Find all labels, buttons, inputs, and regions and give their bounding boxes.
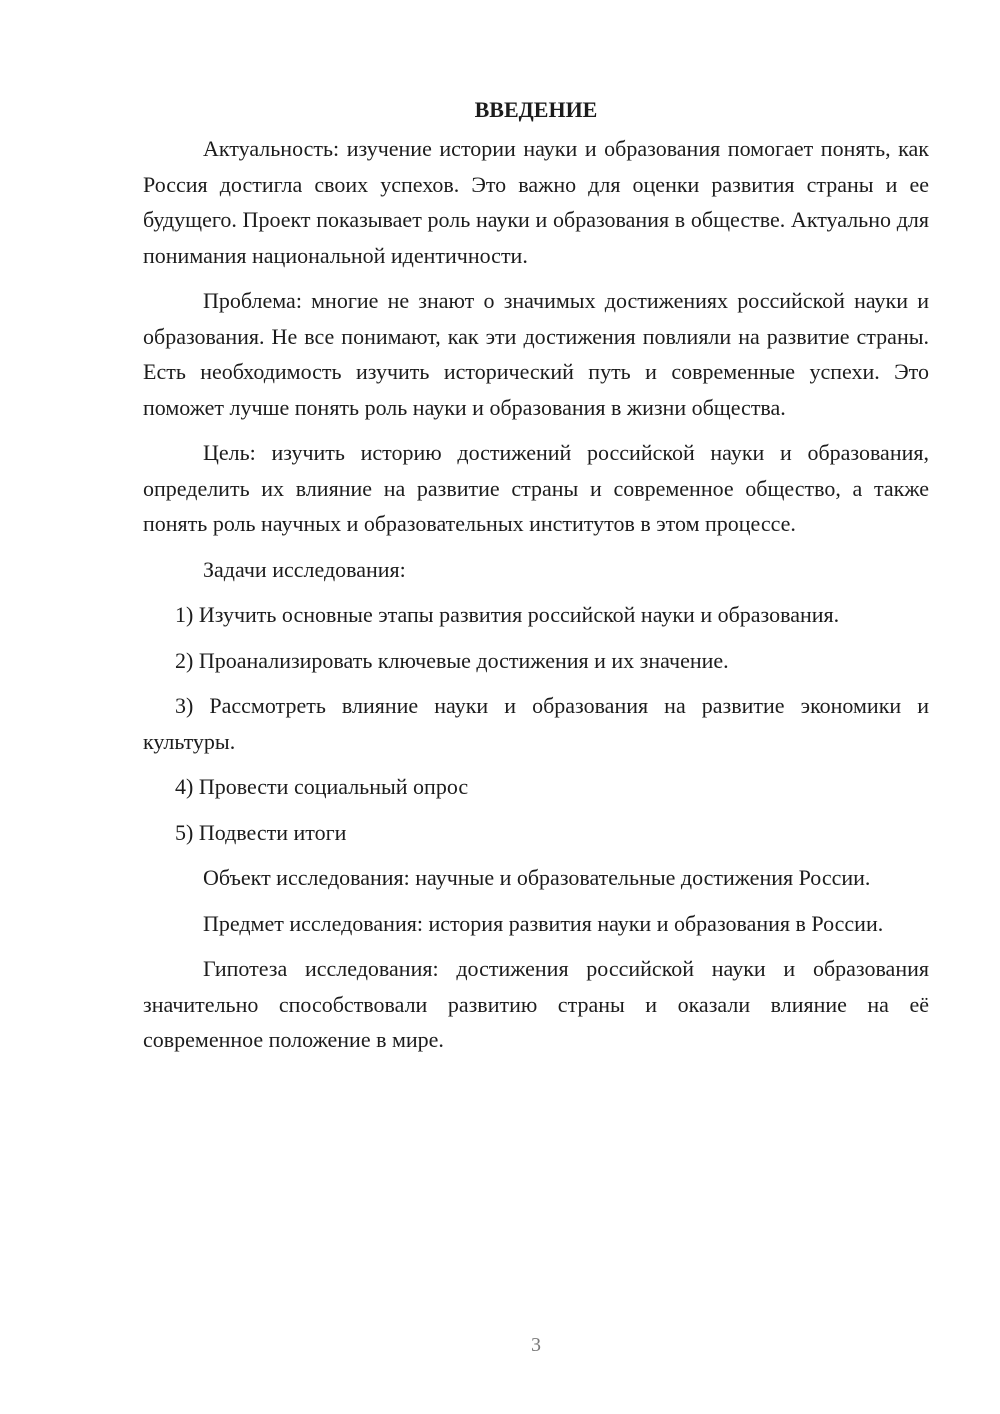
task-item: 3) Рассмотреть влияние науки и образования на развитие экономики и культуры. xyxy=(143,693,929,754)
page-title: ВВЕДЕНИЕ xyxy=(474,97,598,122)
tasks-list xyxy=(143,597,929,850)
document-page xyxy=(143,92,929,1068)
relevance-paragraph: Актуальность: изучение истории науки и образования помогает понять, как Россия достигла своих успехов. Это важно для оценки развития страны и ее будущего. Проект показывает роль науки и образования в обществе. Актуально для понимания национальной идентичности. xyxy=(143,136,929,268)
problem-paragraph: Проблема: многие не знают о значимых достижениях российской науки и образования. Не все понимают, как эти достижения повлияли на развитие страны. Есть необходимость изучить исторический путь и современные успехи. Это поможет лучше понять роль науки и образования в жизни общества. xyxy=(143,288,929,420)
task-item: 2) Проанализировать ключевые достижения и их значение. xyxy=(175,647,729,673)
page-number: 3 xyxy=(531,1334,541,1356)
task-item: 4) Провести социальный опрос xyxy=(175,774,469,799)
subject-paragraph: Предмет исследования: история развития науки и образования в России. xyxy=(203,910,884,936)
goal-paragraph: Цель: изучить историю достижений российской науки и образования, определить их влияние на развитие страны и современное общество, а также понять роль научных и образовательных институтов в этом процессе. xyxy=(143,440,929,536)
task-item: 1) Изучить основные этапы развития российской науки и образования. xyxy=(175,602,840,627)
tasks-heading: Задачи исследования: xyxy=(203,556,406,582)
object-paragraph: Объект исследования: научные и образовательные достижения России. xyxy=(203,865,871,890)
task-item: 5) Подвести итоги xyxy=(175,819,347,845)
hypothesis-paragraph: Гипотеза исследования: достижения российской науки и образования значительно способствовали развитию страны и оказали влияние на её современное положение в мире. xyxy=(143,956,929,1052)
